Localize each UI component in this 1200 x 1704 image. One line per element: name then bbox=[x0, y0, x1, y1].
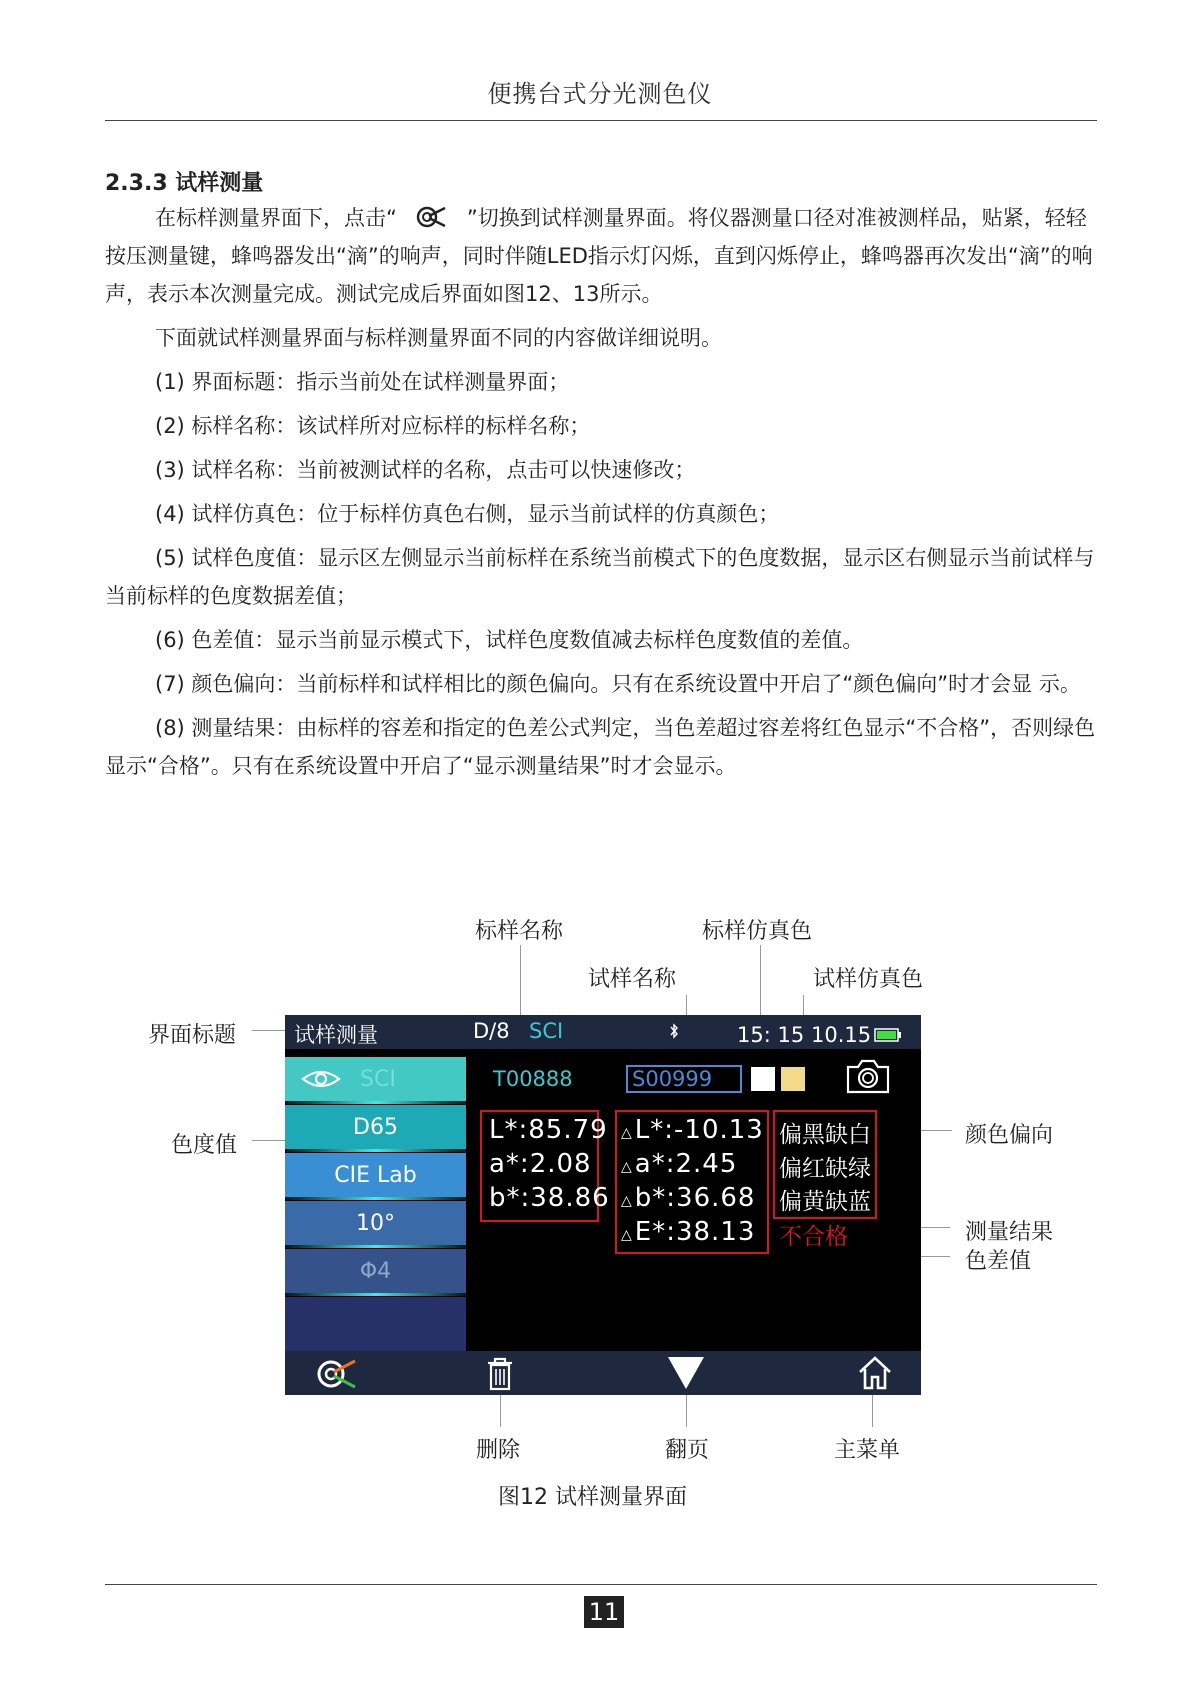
callout-sample-color: 试样仿真色 bbox=[813, 967, 924, 992]
delta-icon: △ bbox=[621, 1193, 633, 1209]
leader-line bbox=[872, 1395, 873, 1427]
deviation-line: 偏黑缺白 bbox=[779, 1122, 871, 1148]
bluetooth-icon bbox=[669, 1023, 679, 1039]
footer-rule bbox=[105, 1584, 1097, 1585]
callout-standard-name: 标样名称 bbox=[475, 919, 564, 944]
list-item: (4) 试样仿真色：位于标样仿真色右侧，显示当前试样的仿真颜色； bbox=[155, 502, 780, 526]
paragraph-1-start: 在标样测量界面下，点击“ bbox=[155, 206, 397, 230]
page-down-icon[interactable] bbox=[667, 1355, 705, 1391]
callout-color-deviation: 颜色偏向 bbox=[965, 1123, 1054, 1148]
mode-label: SCI bbox=[529, 1019, 564, 1043]
callout-interface-title: 界面标题 bbox=[148, 1023, 237, 1048]
delta-b-value bbox=[621, 1183, 755, 1213]
paragraph-1 bbox=[105, 199, 1100, 313]
deviation-line: 偏黄缺蓝 bbox=[779, 1189, 871, 1215]
battery-icon bbox=[874, 1028, 902, 1042]
section-heading: 2.3.3 试样测量 bbox=[105, 171, 264, 196]
sidebar-item-color-space[interactable] bbox=[285, 1153, 466, 1197]
delta-icon: △ bbox=[621, 1227, 633, 1243]
sidebar-item-observer[interactable] bbox=[285, 1201, 466, 1245]
sidebar-item-label: CIE Lab bbox=[334, 1162, 417, 1188]
standard-color-swatch bbox=[751, 1067, 775, 1091]
delta-l-text: L*:-10.13 bbox=[634, 1115, 764, 1145]
paragraph-1-end: ”切换到试样测量界面。将仪器测量口径对准被测样品，贴紧，轻轻按压测量键，蜂鸣器发出“滴”的响声，同时伴随LED指示灯闪烁，直到闪烁停止，蜂鸣器再次发出“滴”的响声，表示本次测量完成。测试完成后界面如图12、13所示。 bbox=[105, 206, 1093, 306]
camera-icon[interactable] bbox=[845, 1057, 891, 1095]
measurement-result: 不合格 bbox=[779, 1224, 848, 1250]
leader-line bbox=[500, 1395, 501, 1427]
standard-a-value: a*:2.08 bbox=[489, 1149, 592, 1179]
delta-a-value bbox=[621, 1149, 737, 1179]
paragraph-2: 下面就试样测量界面与标样测量界面不同的内容做详细说明。 bbox=[155, 326, 722, 350]
trash-icon[interactable] bbox=[485, 1356, 515, 1392]
leader-line bbox=[686, 1395, 687, 1427]
sidebar-item-label: D65 bbox=[353, 1114, 398, 1140]
date-label: 10.15 bbox=[811, 1023, 872, 1047]
body-text bbox=[105, 199, 1100, 791]
delta-e-text: E*:38.13 bbox=[634, 1217, 756, 1247]
callout-page-turn: 翻页 bbox=[665, 1438, 710, 1463]
list-item: (5) 试样色度值：显示区左侧显示当前标样在系统当前模式下的色度数据，显示区右侧显示当前试样与当前标样的色度数据差值； bbox=[105, 546, 1095, 608]
sidebar-item-aperture[interactable] bbox=[285, 1249, 466, 1293]
sidebar-item-label: SCI bbox=[360, 1066, 396, 1092]
callout-standard-color: 标样仿真色 bbox=[702, 919, 813, 944]
delta-e-value bbox=[621, 1217, 755, 1247]
geometry-label: D/8 bbox=[473, 1019, 510, 1043]
callout-main-menu: 主菜单 bbox=[834, 1438, 901, 1463]
delta-b-text: b*:36.68 bbox=[634, 1183, 756, 1213]
deviation-line: 偏红缺绿 bbox=[779, 1156, 871, 1182]
status-bar bbox=[285, 1015, 921, 1049]
standard-name[interactable]: T00888 bbox=[493, 1067, 573, 1091]
time-label: 15: 15 bbox=[737, 1023, 805, 1047]
callout-chroma-values: 色度值 bbox=[171, 1133, 238, 1158]
callout-measure-result: 测量结果 bbox=[965, 1220, 1054, 1245]
sample-name-field[interactable]: S00999 bbox=[626, 1065, 742, 1093]
sidebar-empty bbox=[285, 1297, 466, 1351]
sample-color-swatch bbox=[781, 1067, 805, 1091]
header-rule bbox=[105, 120, 1097, 121]
page-number: 11 bbox=[584, 1596, 624, 1628]
list-item: (6) 色差值：显示当前显示模式下，试样色度数值减去标样色度数值的差值。 bbox=[155, 628, 864, 652]
delta-l-value bbox=[621, 1115, 764, 1145]
sidebar-item-sci[interactable] bbox=[285, 1057, 466, 1101]
delta-icon: △ bbox=[621, 1159, 633, 1175]
bottom-toolbar bbox=[285, 1351, 921, 1395]
delta-a-text: a*:2.45 bbox=[634, 1149, 738, 1179]
list-item: (7) 颜色偏向：当前标样和试样相比的颜色偏向。只有在系统设置中开启了“颜色偏向”时才会显 示。 bbox=[155, 672, 1081, 696]
sidebar-item-illuminant[interactable] bbox=[285, 1105, 466, 1149]
standard-b-value: b*:38.86 bbox=[489, 1183, 610, 1213]
figure-caption: 图12 试样测量界面 bbox=[498, 1485, 687, 1510]
eye-icon bbox=[301, 1067, 341, 1091]
device-screen bbox=[285, 1015, 921, 1395]
sidebar-item-label: Φ4 bbox=[359, 1258, 392, 1284]
document-header-title: 便携台式分光测色仪 bbox=[487, 80, 713, 108]
sidebar-item-label: 10° bbox=[356, 1210, 395, 1236]
delta-icon: △ bbox=[621, 1125, 633, 1141]
list-item: (2) 标样名称：该试样所对应标样的标样名称； bbox=[155, 414, 591, 438]
home-icon[interactable] bbox=[857, 1355, 893, 1391]
standard-l-value: L*:85.79 bbox=[489, 1115, 608, 1145]
screen-title: 试样测量 bbox=[294, 1023, 378, 1047]
callout-sample-name: 试样名称 bbox=[588, 967, 677, 992]
list-item: (3) 试样名称：当前被测试样的名称，点击可以快速修改； bbox=[155, 458, 696, 482]
list-item: (1) 界面标题：指示当前处在试样测量界面； bbox=[155, 370, 570, 394]
callout-delete: 删除 bbox=[476, 1438, 521, 1463]
sample-target-icon[interactable] bbox=[315, 1357, 363, 1391]
list-item: (8) 测量结果：由标样的容差和指定的色差公式判定，当色差超过容差将红色显示“不合格”，否则绿色显示“合格”。只有在系统设置中开启了“显示测量结果”时才会显示。 bbox=[105, 716, 1096, 778]
sample-target-icon bbox=[415, 205, 449, 229]
callout-color-diff: 色差值 bbox=[965, 1249, 1032, 1274]
